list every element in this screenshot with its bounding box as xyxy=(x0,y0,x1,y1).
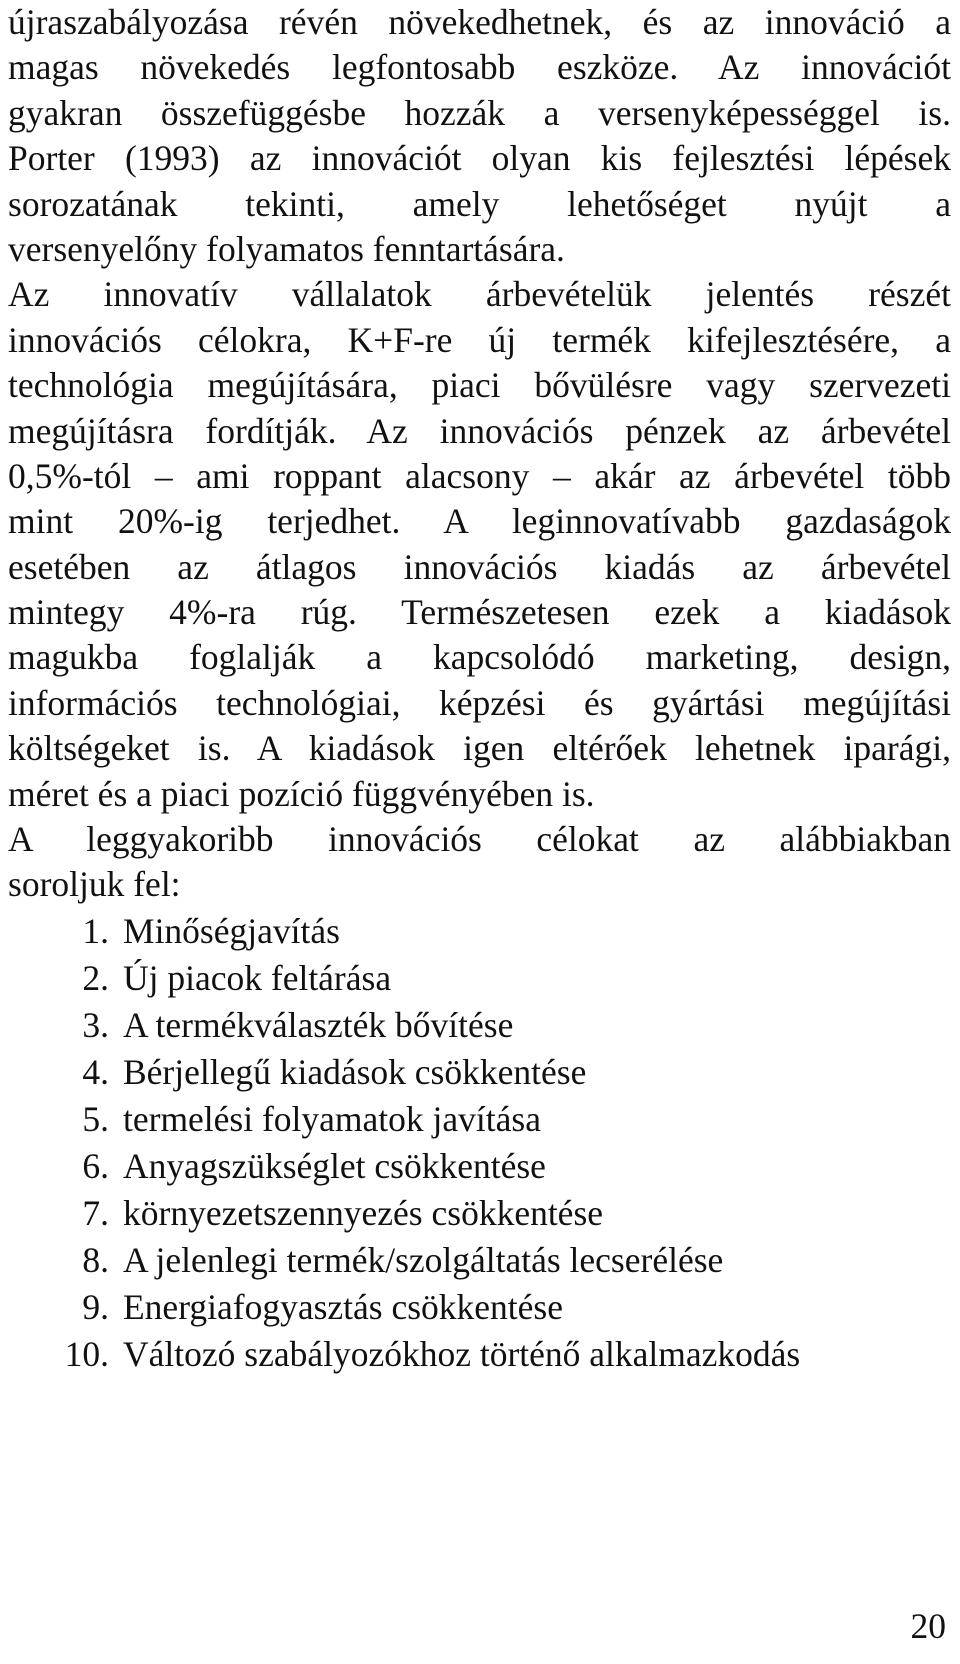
text-line: mint 20%-ig terjedhet. A leginnovatívabb gazdaságok xyxy=(8,501,951,542)
text-line: Az innovatív vállalatok árbevételük jelentés részét xyxy=(8,274,951,315)
list-item-text: A jelenlegi termék/szolgáltatás lecserélése xyxy=(123,1239,724,1280)
list-item-text: termelési folyamatok javítása xyxy=(123,1098,541,1139)
text-line: méret és a piaci pozíció függvényében is. xyxy=(8,773,595,814)
text-line: sorozatának tekinti, amely lehetőséget nyújt a xyxy=(8,183,951,224)
text-line: soroljuk fel: xyxy=(8,864,181,905)
list-item-number: 10. xyxy=(64,1333,109,1374)
list-item-text: A termékválaszték bővítése xyxy=(123,1004,514,1045)
text-line: esetében az átlagos innovációs kiadás az árbevétel xyxy=(8,546,951,587)
text-line: mintegy 4%-ra rúg. Természetesen ezek a kiadások xyxy=(8,592,951,633)
list-item xyxy=(8,1002,951,1049)
text-line: technológia megújítására, piaci bővülésre vagy szervezeti xyxy=(8,365,951,406)
list-item-text: Bérjellegű kiadások csökkentése xyxy=(123,1051,587,1092)
list-item-number: 7. xyxy=(82,1192,109,1233)
text-line: magukba foglalják a kapcsolódó marketing, design, xyxy=(8,637,951,678)
text-line: információs technológiai, képzési és gyártási megújítási xyxy=(8,682,951,723)
text-line: innovációs célokra, K+F-re új termék kifejlesztésére, a xyxy=(8,319,951,360)
list-item-text: Új piacok feltárása xyxy=(123,957,392,998)
list-item-text: Változó szabályozókhoz történő alkalmazkodás xyxy=(123,1333,801,1374)
list-item-number: 5. xyxy=(82,1098,109,1139)
list-item xyxy=(8,1284,951,1331)
paragraph-list-intro xyxy=(8,817,951,908)
text-line: A leggyakoribb innovációs célokat az alábbiakban xyxy=(8,819,951,860)
list-item xyxy=(8,1190,951,1237)
list-item xyxy=(8,1331,951,1378)
list-item-number: 4. xyxy=(82,1051,109,1092)
list-item xyxy=(8,908,951,955)
text-line: gyakran összefüggésbe hozzák a versenyképességgel is. xyxy=(8,92,951,133)
list-item-text: környezetszennyezés csökkentése xyxy=(123,1192,604,1233)
list-item-number: 1. xyxy=(82,910,109,951)
list-item xyxy=(8,1096,951,1143)
list-item xyxy=(8,1237,951,1284)
text-line: magas növekedés legfontosabb eszköze. Az innovációt xyxy=(8,47,951,88)
text-line: újraszabályozása révén növekedhetnek, és az innováció a xyxy=(8,2,951,42)
list-item-number: 9. xyxy=(82,1286,109,1327)
list-item-text: Anyagszükséglet csökkentése xyxy=(123,1145,546,1186)
list-item xyxy=(8,1049,951,1096)
page-number: 20 xyxy=(910,1606,946,1646)
list-item-text: Energiafogyasztás csökkentése xyxy=(123,1286,563,1327)
list-item-number: 8. xyxy=(82,1239,109,1280)
list-item-number: 3. xyxy=(82,1004,109,1045)
innovation-goals-list xyxy=(8,908,951,1378)
paragraph-innovation-spending xyxy=(8,272,951,817)
list-item xyxy=(8,955,951,1002)
text-line: versenyelőny folyamatos fenntartására. xyxy=(8,228,565,269)
list-item xyxy=(8,1143,951,1190)
list-item-number: 6. xyxy=(82,1145,109,1186)
text-line: Porter (1993) az innovációt olyan kis fejlesztési lépések xyxy=(8,138,951,179)
document-page xyxy=(8,0,951,1378)
list-item-number: 2. xyxy=(82,957,109,998)
paragraph-competitiveness xyxy=(8,0,951,272)
text-line: költségeket is. A kiadások igen eltérőek lehetnek iparági, xyxy=(8,728,951,769)
list-item-text: Minőségjavítás xyxy=(123,910,340,951)
text-line: megújításra fordítják. Az innovációs pénzek az árbevétel xyxy=(8,410,951,451)
text-line: 0,5%-tól – ami roppant alacsony – akár az árbevétel több xyxy=(8,455,951,496)
